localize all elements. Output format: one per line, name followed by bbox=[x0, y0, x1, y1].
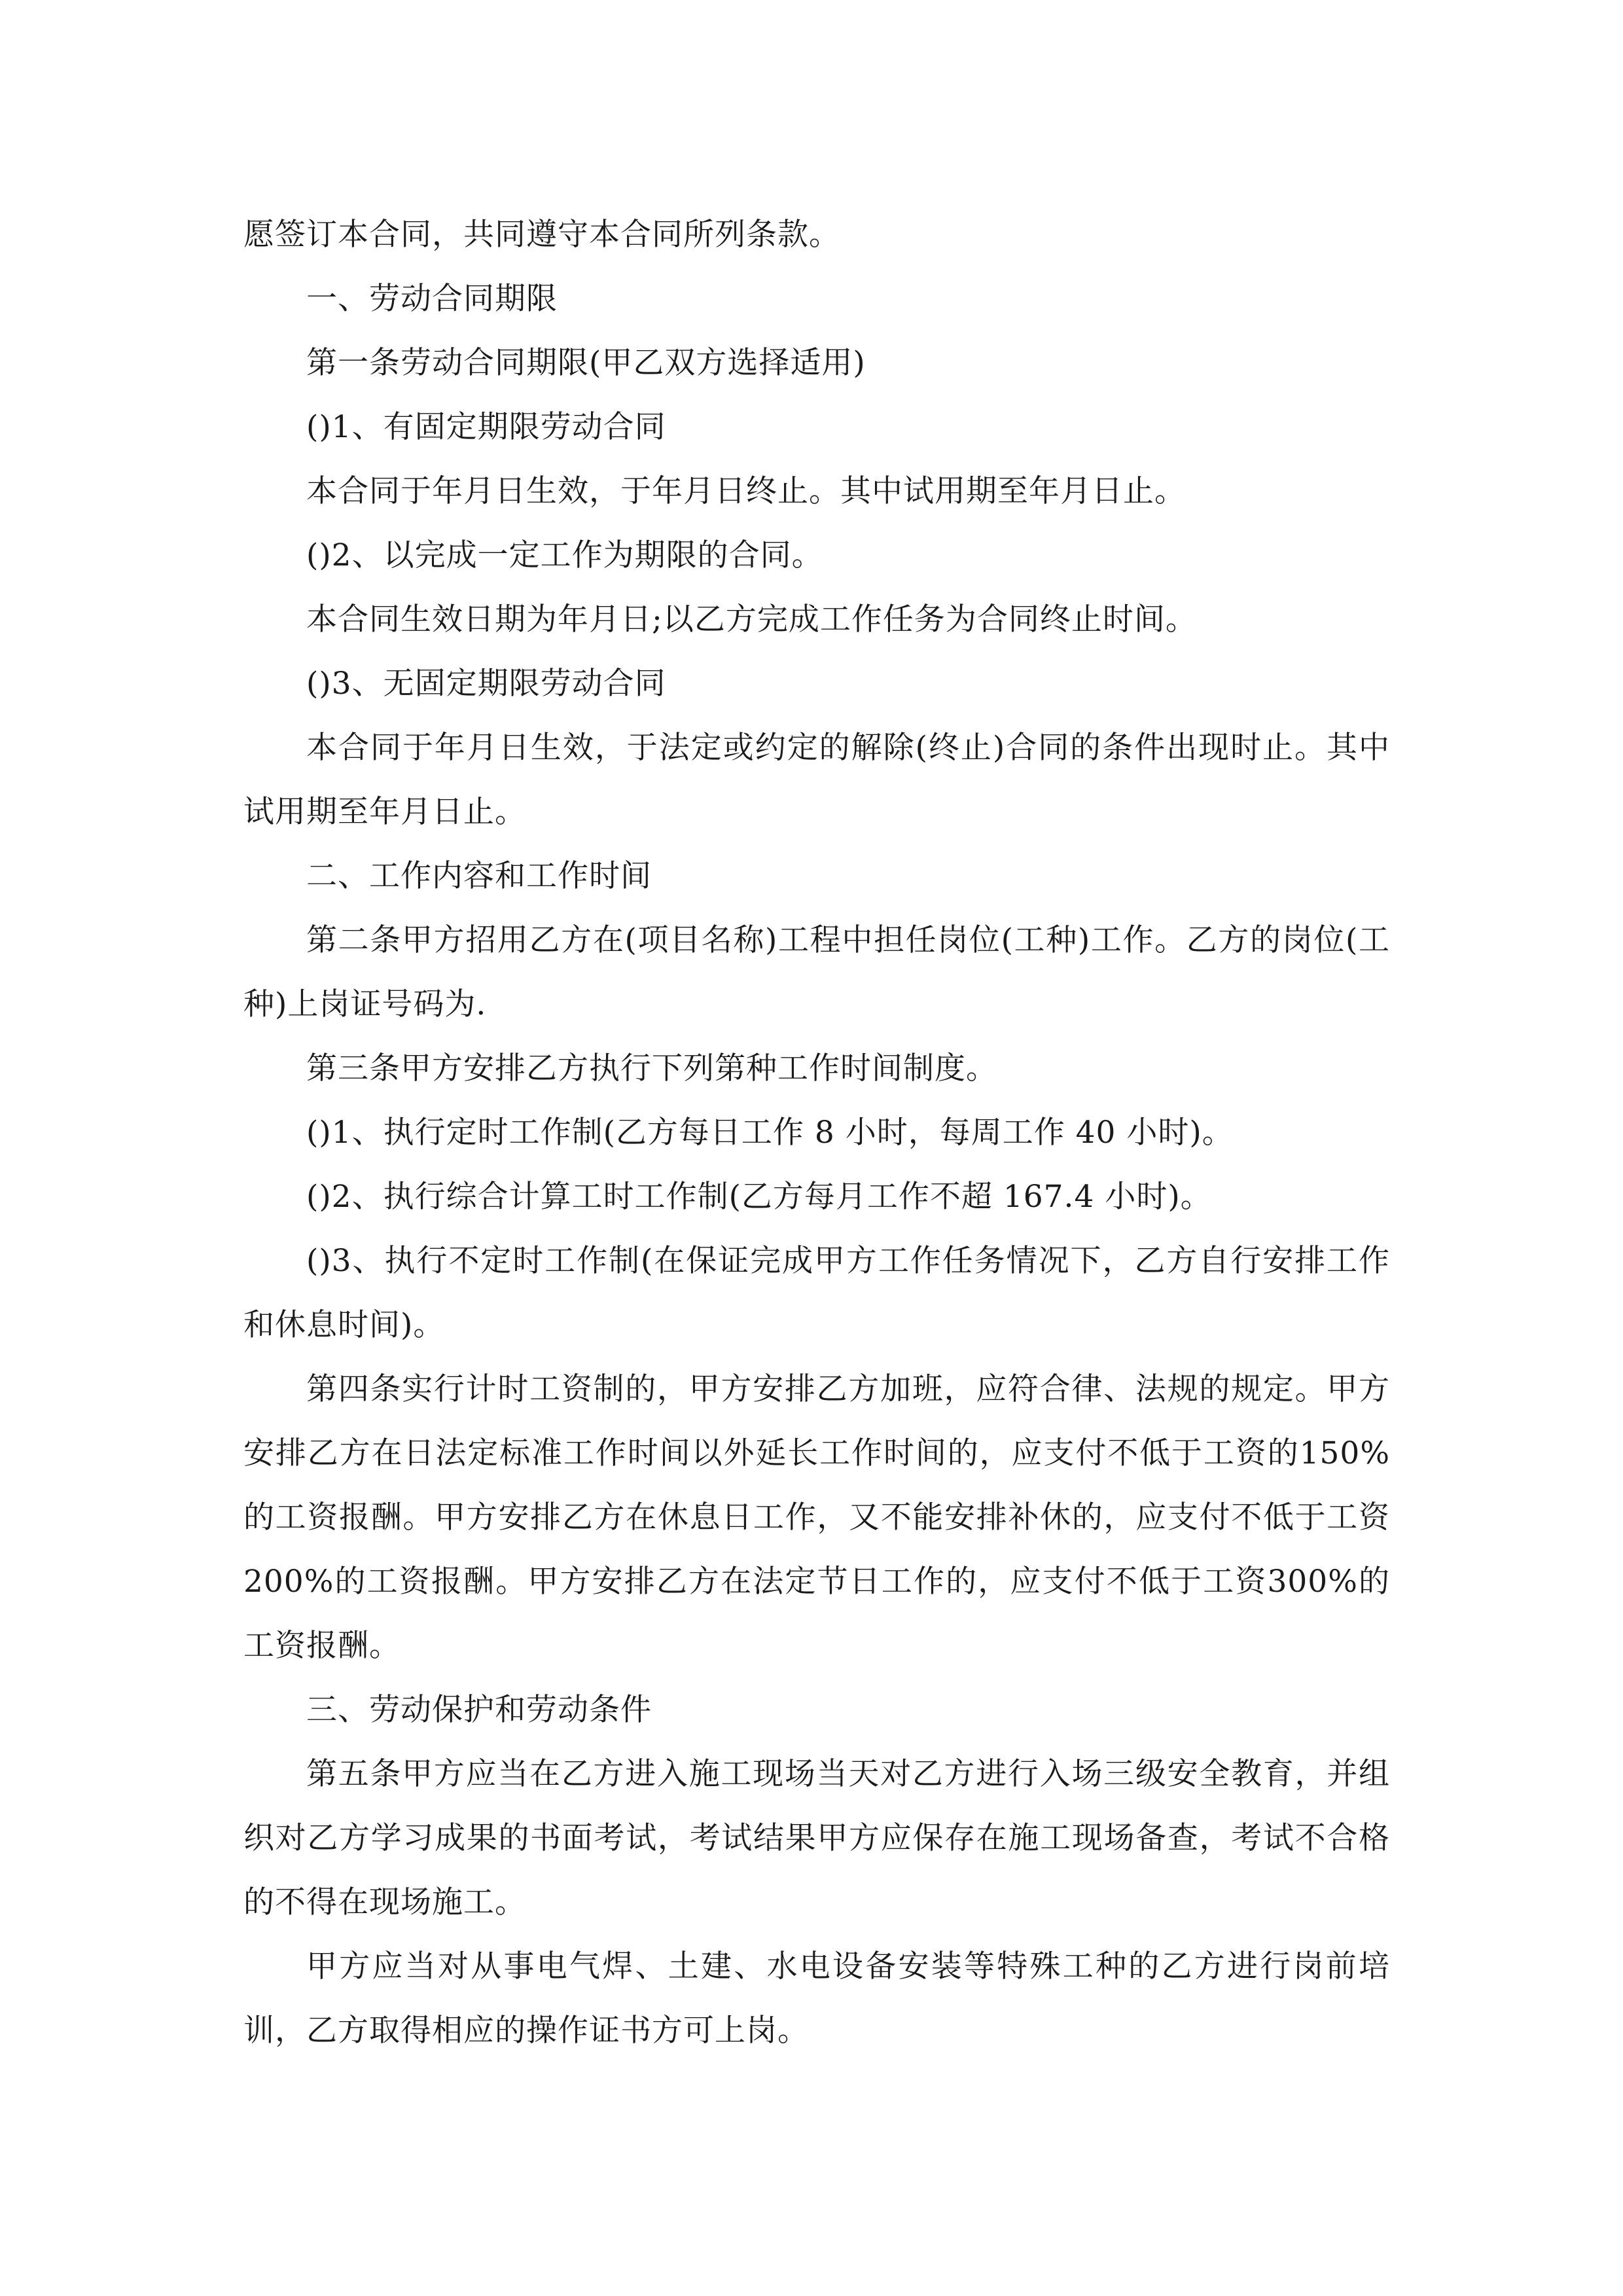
option-standard-hours: ()1、执行定时工作制(乙方每日工作 8 小时，每周工作 40 小时)。 bbox=[306, 1115, 1234, 1151]
option-1-fixed-term: ()1、有固定期限劳动合同 bbox=[306, 409, 666, 445]
paragraph-continuation: 愿签订本合同，共同遵守本合同所列条款。 bbox=[243, 217, 840, 253]
paragraph-special-training: 甲方应当对从事电气焊、土建、水电设备安装等特殊工种的乙方进行岗前培训，乙方取得相应的操作证书方可上岗。 bbox=[243, 1948, 1390, 2049]
paragraph-task-based-dates: 本合同生效日期为年月日;以乙方完成工作任务为合同终止时间。 bbox=[306, 601, 1197, 637]
paragraph-open-ended-dates: 本合同于年月日生效，于法定或约定的解除(终止)合同的条件出现时止。其中试用期至年月日止。 bbox=[243, 730, 1390, 830]
paragraph-fixed-term-dates: 本合同于年月日生效，于年月日终止。其中试用期至年月日止。 bbox=[306, 473, 1186, 509]
section-heading-contract-term: 一、劳动合同期限 bbox=[306, 281, 558, 317]
option-3-open-ended: ()3、无固定期限劳动合同 bbox=[306, 666, 666, 702]
article-5-safety-education: 第五条甲方应当在乙方进入施工现场当天对乙方进行入场三级安全教育，并组织对乙方学习成果的书面考试，考试结果甲方应保存在施工现场备查，考试不合格的不得在现场施工。 bbox=[243, 1756, 1390, 1920]
section-heading-labor-protection: 三、劳动保护和劳动条件 bbox=[306, 1692, 652, 1728]
option-flexible-hours: ()3、执行不定时工作制(在保证完成甲方工作任务情况下，乙方自行安排工作和休息时间)。 bbox=[243, 1243, 1390, 1343]
section-heading-work-content: 二、工作内容和工作时间 bbox=[306, 858, 652, 894]
option-comprehensive-hours: ()2、执行综合计算工时工作制(乙方每月工作不超 167.4 小时)。 bbox=[306, 1179, 1212, 1215]
article-3: 第三条甲方安排乙方执行下列第种工作时间制度。 bbox=[306, 1050, 997, 1086]
article-4-overtime: 第四条实行计时工资制的，甲方安排乙方加班，应符合律、法规的规定。甲方安排乙方在日法定标准工作时间以外延长工作时间的，应支付不低于工资的150%的工资报酬。甲方安排乙方在休息日工作，又不能安排补休的，应支付不低于工资 200%的工资报酬。甲方安排乙方在法定节日工作的，应支付不低于工资300%的工资报酬。 bbox=[243, 1371, 1390, 1664]
document-body bbox=[243, 203, 1390, 2063]
option-2-task-based: ()2、以完成一定工作为期限的合同。 bbox=[306, 537, 823, 573]
article-1-heading: 第一条劳动合同期限(甲乙双方选择适用) bbox=[306, 345, 866, 381]
article-2: 第二条甲方招用乙方在(项目名称)工程中担任岗位(工种)工作。乙方的岗位(工种)上岗证号码为. bbox=[243, 922, 1390, 1022]
